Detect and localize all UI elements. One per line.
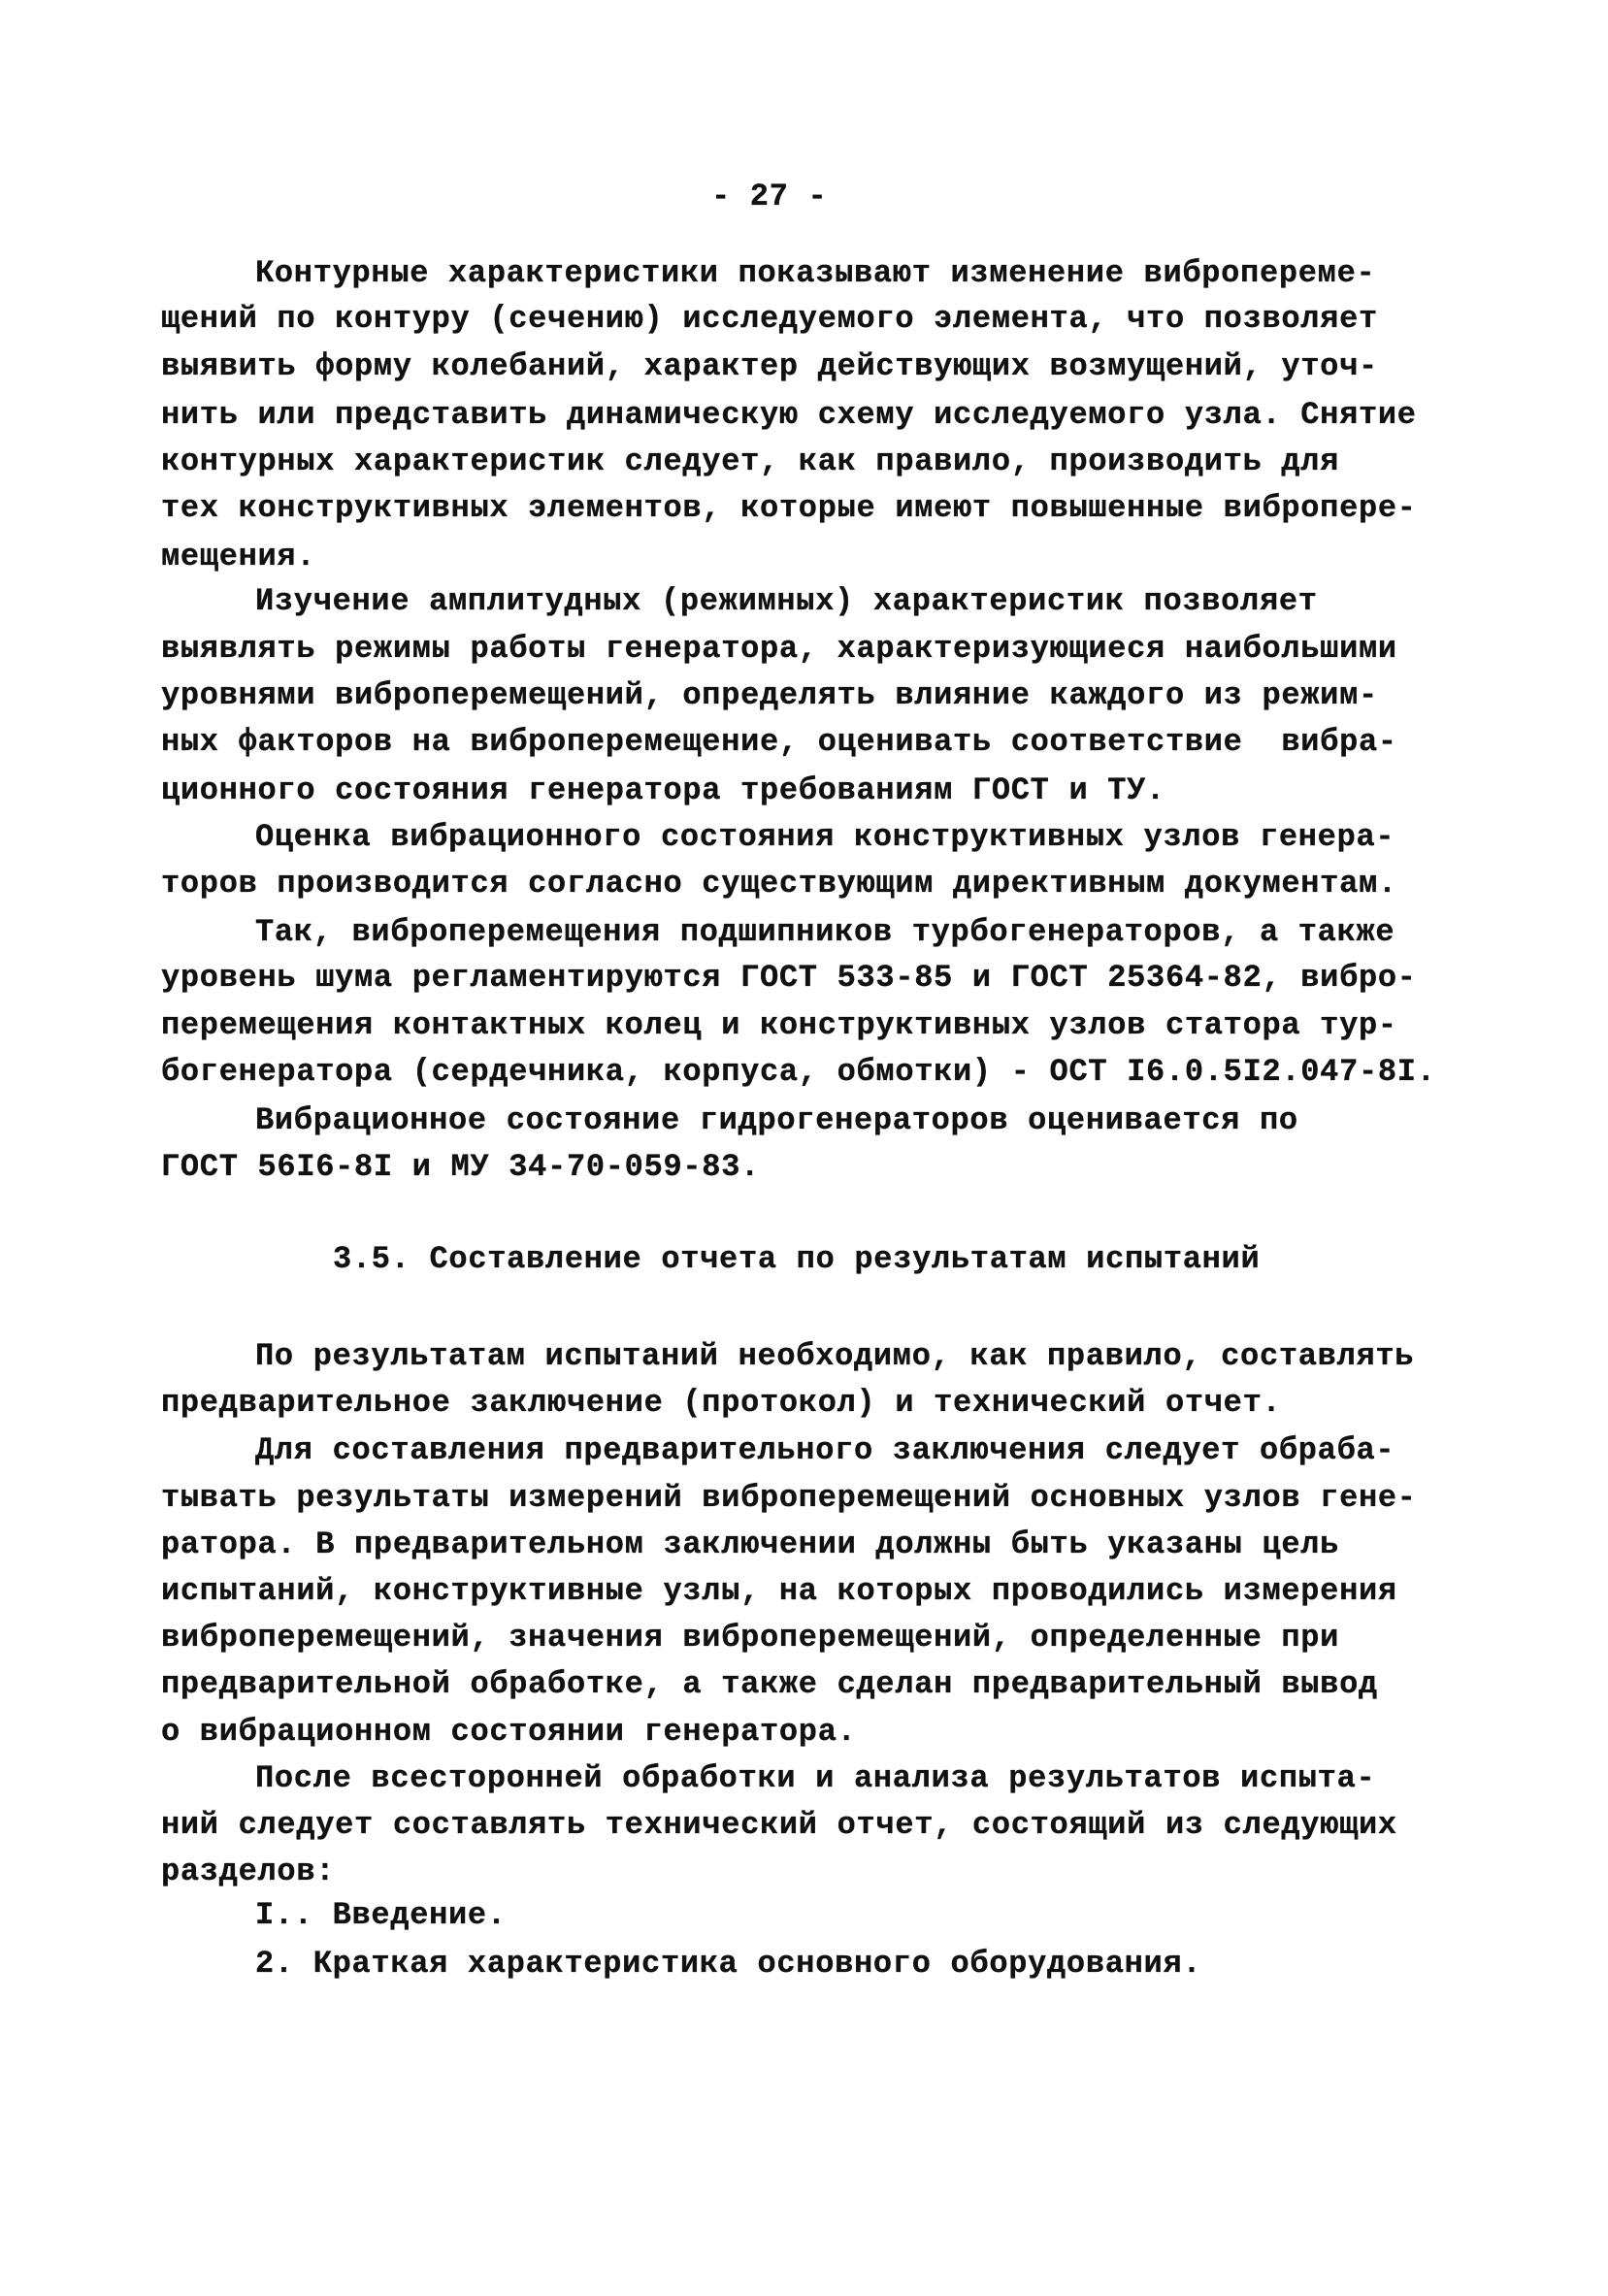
text-line: перемещения контактных колец и конструктивных узлов статора тур- (161, 1007, 1397, 1043)
text-line: После всесторонней обработки и анализа результатов испыта- (255, 1760, 1376, 1796)
text-line: ний следует составлять технический отчет, состоящий из следующих (161, 1807, 1397, 1843)
section-heading: 3.5. Составление отчета по результатам испытаний (333, 1241, 1261, 1277)
text-line: нить или представить динамическую схему исследуемого узла. Снятие (161, 397, 1417, 433)
text-line: мещения. (161, 539, 316, 574)
text-line: выявлять режимы работы генератора, характеризующиеся наибольшими (161, 631, 1397, 667)
text-line: контурных характеристик следует, как правило, производить для (161, 443, 1340, 479)
text-line: уровнями виброперемещений, определять влияние каждого из режим- (161, 677, 1378, 713)
text-line: о вибрационном состоянии генератора. (161, 1714, 857, 1750)
text-line: торов производится согласно существующим директивным документам. (161, 866, 1397, 902)
text-line: Для составления предварительного заключения следует обраба- (255, 1432, 1395, 1468)
page-number: - 27 - (711, 179, 828, 214)
text-line: Изучение амплитудных (режимных) характеристик позволяет (255, 583, 1318, 619)
list-item: 2. Краткая характеристика основного оборудования. (255, 1946, 1202, 1982)
text-line: виброперемещений, значения виброперемещений, определенные при (161, 1620, 1340, 1656)
text-line: ратора. В предварительном заключении должны быть указаны цель (161, 1526, 1340, 1562)
text-line: предварительное заключение (протокол) и технический отчет. (161, 1385, 1282, 1421)
text-line: тывать результаты измерений виброперемещений основных узлов гене- (161, 1480, 1417, 1516)
text-line: ГОСТ 56I6-8I и МУ 34-70-059-83. (161, 1149, 760, 1185)
text-line: тех конструктивных элементов, которые имеют повышенные вибропере- (161, 490, 1417, 526)
text-line: щений по контуру (сечению) исследуемого элемента, что позволяет (161, 301, 1378, 337)
text-line: Контурные характеристики показывают изменение вибропереме- (255, 255, 1376, 291)
text-line: предварительной обработке, а также сделан предварительный вывод (161, 1666, 1378, 1702)
text-line: богенератора (сердечника, корпуса, обмотки) - ОСТ I6.0.5I2.047-8I. (161, 1054, 1436, 1090)
text-line: Так, виброперемещения подшипников турбогенераторов, а также (255, 914, 1395, 950)
text-line: испытаний, конструктивные узлы, на которых проводились измерения (161, 1573, 1397, 1609)
text-line: выявить форму колебаний, характер действующих возмущений, уточ- (161, 348, 1378, 384)
text-line: Вибрационное состояние гидрогенераторов оценивается по (255, 1102, 1298, 1138)
text-line: По результатам испытаний необходимо, как правило, составлять (255, 1338, 1415, 1374)
text-line: уровень шума регламентируются ГОСТ 533-85 и ГОСТ 25364-82, вибро- (161, 960, 1417, 996)
text-line: ционного состояния генератора требованиям ГОСТ и ТУ. (161, 772, 1165, 808)
list-item: I.. Введение. (255, 1897, 507, 1933)
text-line: разделов: (161, 1853, 336, 1889)
text-line: Оценка вибрационного состояния конструктивных узлов генера- (255, 819, 1395, 855)
text-line: ных факторов на виброперемещение, оценивать соответствие вибра- (161, 724, 1397, 760)
